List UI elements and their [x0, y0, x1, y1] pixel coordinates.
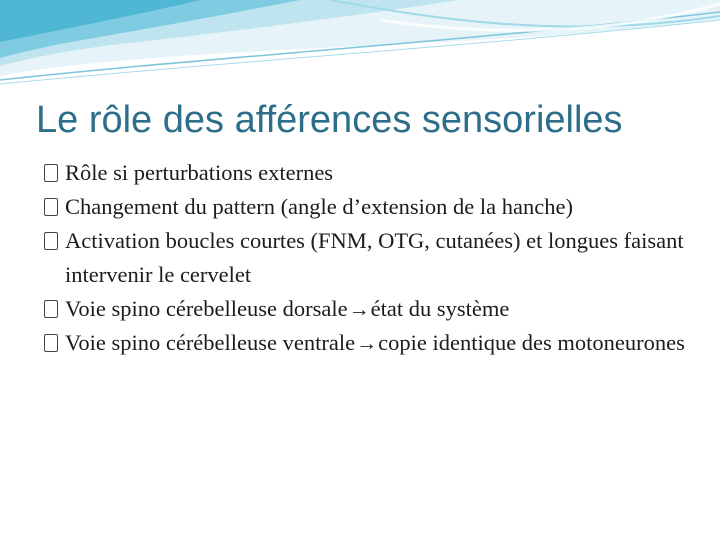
bullet-text: Rôle si perturbations externes [65, 160, 334, 185]
bullet-item [44, 156, 694, 190]
bullet-list [44, 156, 694, 360]
bullet-item [44, 224, 694, 292]
bullet-box-icon [44, 164, 58, 182]
bullet-text-after-arrow: copie identique des motoneurones [378, 330, 685, 355]
bullet-text-before-arrow: Voie spino cérébelleuse ventrale [65, 330, 356, 355]
bullet-text-before-arrow: Voie spino cérebelleuse dorsale [65, 296, 348, 321]
bullet-box-icon [44, 232, 58, 250]
bullet-box-icon [44, 198, 58, 216]
bullet-text: Changement du pattern (angle d’extension de la hanche) [65, 194, 573, 219]
bullet-box-icon [44, 334, 58, 352]
bullet-item [44, 326, 694, 360]
bullet-box-icon [44, 300, 58, 318]
bullet-text-after-arrow: état du système [370, 296, 510, 321]
bullet-item [44, 190, 694, 224]
header-wave-decoration [0, 0, 720, 90]
bullet-item [44, 292, 694, 326]
bullet-text: Activation boucles courtes (FNM, OTG, cutanées) et longues faisant intervenir le cervelet [65, 228, 684, 287]
arrow-right-icon: → [356, 331, 378, 355]
arrow-right-icon: → [348, 297, 370, 321]
slide-title: Le rôle des afférences sensorielles [36, 99, 623, 141]
